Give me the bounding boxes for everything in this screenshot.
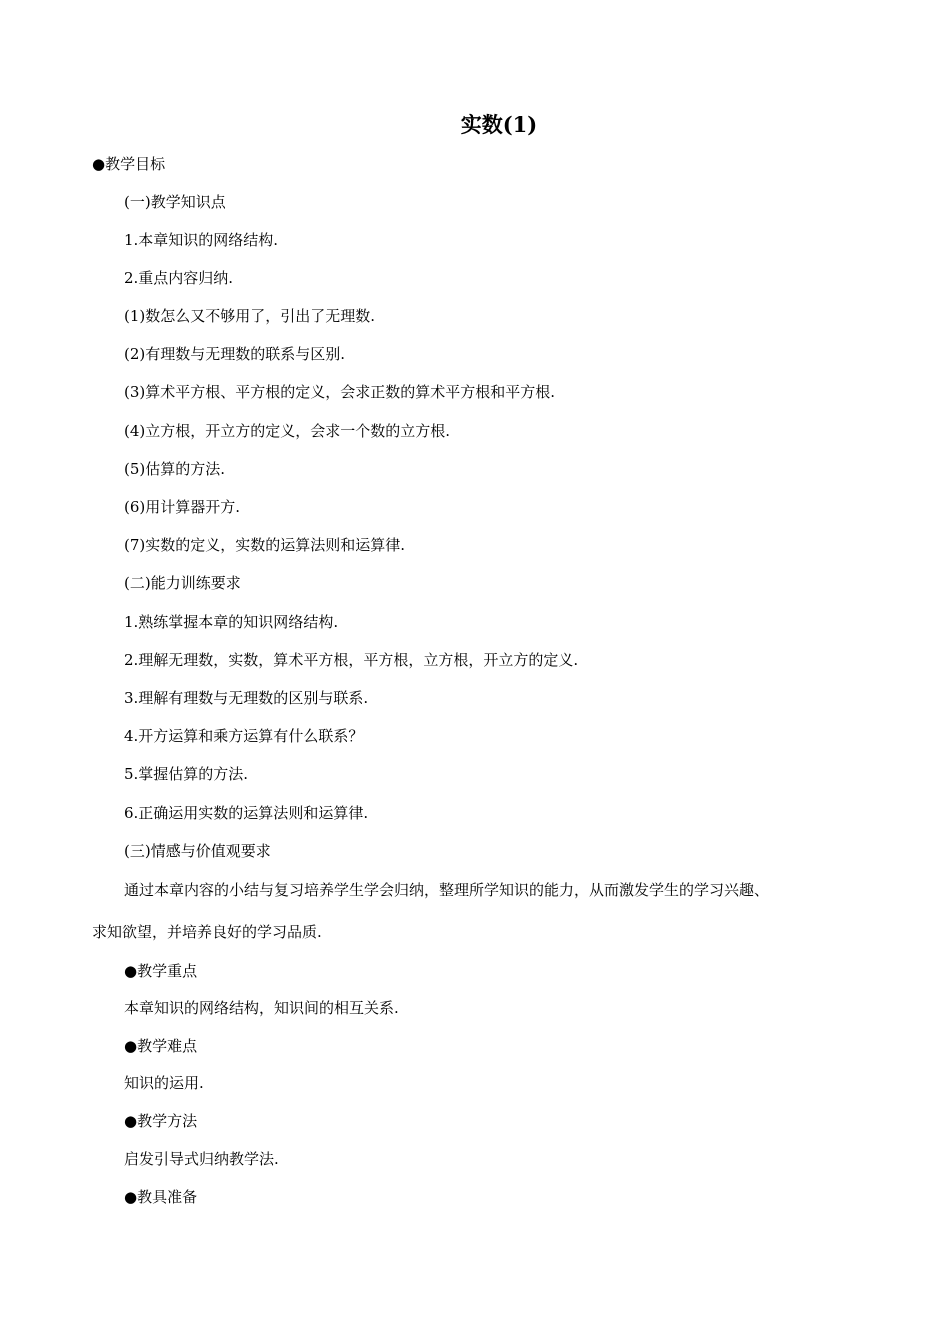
paragraph-line: 求知欲望，并培养良好的学习品质. — [92, 923, 322, 941]
paragraph-line: 知识的运用. — [124, 1074, 204, 1092]
paragraph-line: (7)实数的定义，实数的运算法则和运算律. — [124, 536, 406, 554]
paragraph-line: (5)估算的方法. — [124, 460, 226, 478]
paragraph-line: 5.掌握估算的方法. — [124, 765, 249, 783]
paragraph-line: 启发引导式归纳教学法. — [124, 1150, 279, 1168]
subsection-values: (三)情感与价值观要求 — [124, 842, 271, 860]
paragraph-line: (1)数怎么又不够用了，引出了无理数. — [124, 307, 376, 325]
paragraph-line: (2)有理数与无理数的联系与区别. — [124, 345, 346, 363]
paragraph-line: (4)立方根，开立方的定义，会求一个数的立方根. — [124, 422, 451, 440]
subsection-knowledge: (一)教学知识点 — [124, 193, 226, 211]
subsection-ability: (二)能力训练要求 — [124, 574, 241, 592]
paragraph-line: (3)算术平方根、平方根的定义，会求正数的算术平方根和平方根. — [124, 383, 556, 401]
paragraph-line: 2.理解无理数，实数，算术平方根，平方根，立方根，开立方的定义. — [124, 651, 579, 669]
paragraph-line: 3.理解有理数与无理数的区别与联系. — [124, 689, 369, 707]
paragraph-line: 本章知识的网络结构，知识间的相互关系. — [124, 999, 399, 1017]
section-heading-objectives: ●教学目标 — [92, 155, 166, 173]
paragraph-line: (6)用计算器开方. — [124, 498, 241, 516]
paragraph-line: 通过本章内容的小结与复习培养学生学会归纳，整理所学知识的能力，从而激发学生的学习兴趣、 — [124, 881, 770, 899]
paragraph-line: 1.熟练掌握本章的知识网络结构. — [124, 613, 339, 631]
section-heading-materials: ●教具准备 — [124, 1188, 198, 1206]
document-title: 实数(1) — [460, 112, 538, 137]
paragraph-line: 2.重点内容归纳. — [124, 269, 234, 287]
section-heading-methods: ●教学方法 — [124, 1112, 198, 1130]
paragraph-line: 1.本章知识的网络结构. — [124, 231, 279, 249]
section-heading-key-points: ●教学重点 — [124, 962, 198, 980]
section-heading-difficulties: ●教学难点 — [124, 1037, 198, 1055]
paragraph-line: 4.开方运算和乘方运算有什么联系？ — [124, 727, 364, 745]
paragraph-line: 6.正确运用实数的运算法则和运算律. — [124, 804, 369, 822]
